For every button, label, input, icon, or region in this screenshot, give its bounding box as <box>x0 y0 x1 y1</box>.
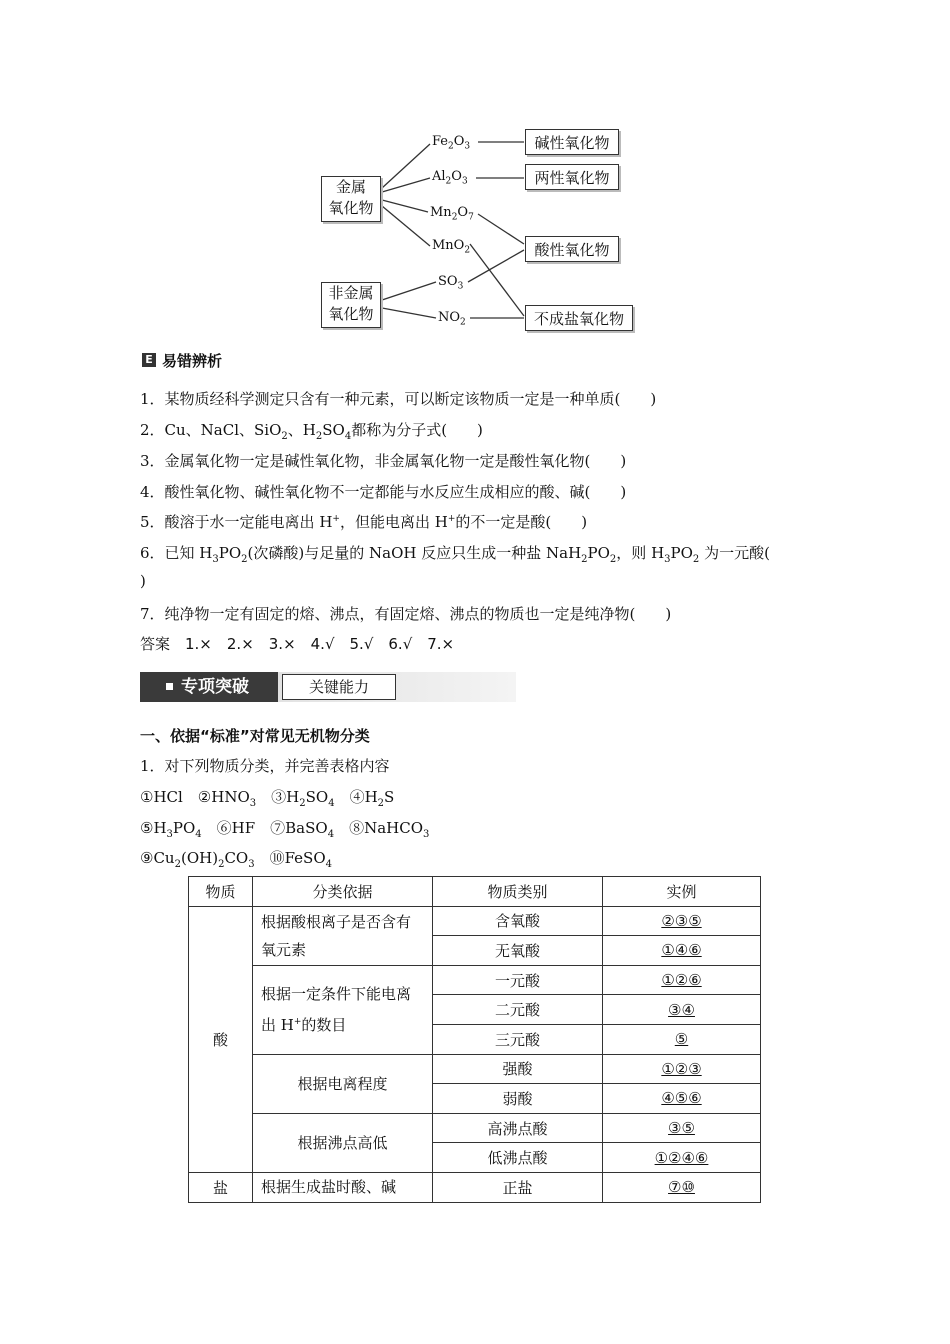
line-nonmetal-so3 <box>382 282 436 300</box>
question-2: 2．Cu、NaCl、SiO$_2$、$H_2SO_4$都称为分子式( ) <box>140 421 483 442</box>
nonmetal-oxide-label-2: 氧化物 <box>328 305 374 323</box>
category-cell: 正盐 <box>433 1172 603 1202</box>
category-cell: 弱酸 <box>433 1084 603 1114</box>
box-basic-oxide: 碱性氧化物 <box>525 129 619 155</box>
category-cell: 含氧酸 <box>433 906 603 936</box>
metal-oxide-label-2: 氧化物 <box>328 199 374 217</box>
category-cell: 三元酸 <box>433 1024 603 1054</box>
metal-oxide-label-1: 金属 <box>335 178 366 196</box>
classification-table <box>188 876 761 1203</box>
category-cell: 强酸 <box>433 1054 603 1084</box>
nonmetal-oxide-group <box>321 282 381 328</box>
header-example: 实例 <box>603 877 761 907</box>
basis-salt: 根据生成盐时酸、碱 <box>253 1172 433 1202</box>
line-mn2o7-acidic <box>478 214 524 244</box>
header-substance: 物质 <box>189 877 253 907</box>
formula-so3: $SO_3$ <box>438 274 464 292</box>
salt-label: 盐 <box>189 1172 253 1202</box>
header-category: 物质类别 <box>433 877 603 907</box>
question-6-close: ) <box>140 572 146 590</box>
nonmetal-oxide-label-1: 非金属 <box>328 284 374 302</box>
formula-mno2: MnO$_2$ <box>432 238 471 256</box>
box-non-salt-forming-oxide: 不成盐氧化物 <box>525 305 633 331</box>
banner-main <box>140 672 278 702</box>
question-7: 7．纯净物一定有固定的熔、沸点，有固定熔、沸点的物质也一定是纯净物( ) <box>140 605 672 623</box>
example-cell: ③⑤ <box>603 1113 761 1143</box>
table-row <box>189 1172 761 1202</box>
example-cell: ①②③ <box>603 1054 761 1084</box>
example-cell: ③④ <box>603 995 761 1025</box>
example-cell: ④⑤⑥ <box>603 1084 761 1114</box>
section-title-error-analysis: 易错辨析 <box>162 352 223 370</box>
formula-fe2o3: $Fe_2O_3$ <box>432 134 471 152</box>
box-acidic-oxide: 酸性氧化物 <box>525 236 619 262</box>
box-amphoteric-oxide: 两性氧化物 <box>525 164 619 190</box>
basis-ionization-degree: 根据电离程度 <box>253 1054 433 1113</box>
line-nonmetal-no2 <box>382 308 436 318</box>
category-cell: 低沸点酸 <box>433 1143 603 1173</box>
answer-line: 答案 1.× 2.× 3.× 4.√ 5.√ 6.√ 7.× <box>140 635 455 653</box>
example-cell: ⑦⑩ <box>603 1172 761 1202</box>
substance-list-line-2: $⑤H_3PO_4$ ⑥HF ⑦BaSO$_4$ ⑧NaHCO$_3$ <box>140 819 430 840</box>
category-cell: 二元酸 <box>433 995 603 1025</box>
basis-ionizable-h: 根据一定条件下能电离出 H+的数目 <box>253 965 433 1054</box>
oxide-classification-diagram <box>0 120 950 340</box>
basis-boiling-point: 根据沸点高低 <box>253 1113 433 1172</box>
section-e-icon: E <box>142 353 156 367</box>
question-1: 1．某物质经科学测定只含有一种元素，可以断定该物质一定是一种单质( ) <box>140 390 657 408</box>
formula-al2o3: $Al_2O_3$ <box>432 169 468 187</box>
example-cell: ①②④⑥ <box>603 1143 761 1173</box>
formula-mn2o7: $Mn_2O_7$ <box>430 205 474 223</box>
question-5: 5．酸溶于水一定能电离出 H+，但能电离出 H+的不一定是酸( ) <box>140 513 588 531</box>
banner-sub: 关键能力 <box>282 674 396 700</box>
category-cell: 一元酸 <box>433 965 603 995</box>
header-basis: 分类依据 <box>253 877 433 907</box>
line-so3-acidic <box>468 250 524 282</box>
acid-label: 酸 <box>189 906 253 1172</box>
section-banner <box>140 672 516 702</box>
substance-list-line-1: ①HCl $②HNO_3$ $③H_2SO_4$ $④H_2S$ <box>140 788 395 809</box>
table-row <box>189 1054 761 1084</box>
substance-list-line-3: $⑨Cu_2(OH)_2CO_3$ ⑩FeSO$_4$ <box>140 849 333 870</box>
example-cell: ①②⑥ <box>603 965 761 995</box>
banner-main-label: 专项突破 <box>181 677 249 697</box>
line-metal-fe2o3 <box>382 144 430 188</box>
question-3: 3．金属氧化物一定是碱性氧化物，非金属氧化物一定是酸性氧化物( ) <box>140 452 627 470</box>
line-metal-mn2o7 <box>382 200 428 212</box>
example-cell: ①④⑥ <box>603 936 761 966</box>
table-row <box>189 906 761 936</box>
section2-intro: 1．对下列物质分类，并完善表格内容 <box>140 757 390 775</box>
example-cell: ⑤ <box>603 1024 761 1054</box>
table-header-row <box>189 877 761 907</box>
question-6: 6．已知 $H_3PO_2$(次磷酸)与足量的 NaOH 反应只生成一种盐 $NaH_2PO_2$，则 $H_3PO_2$ 为一元酸( <box>140 544 770 565</box>
category-cell: 高沸点酸 <box>433 1113 603 1143</box>
table-row <box>189 965 761 995</box>
banner-square-icon <box>166 683 173 690</box>
line-metal-al2o3 <box>382 178 430 192</box>
section2-heading: 一、依据“标准”对常见无机物分类 <box>140 727 370 745</box>
table-row <box>189 1113 761 1143</box>
category-cell: 无氧酸 <box>433 936 603 966</box>
example-cell: ②③⑤ <box>603 906 761 936</box>
diagram-connectors <box>0 120 950 340</box>
line-metal-mno2 <box>382 206 430 246</box>
formula-no2: $NO_2$ <box>438 310 466 328</box>
metal-oxide-group <box>321 176 381 222</box>
question-4: 4．酸性氧化物、碱性氧化物不一定都能与水反应生成相应的酸、碱( ) <box>140 483 627 501</box>
basis-oxygen: 根据酸根离子是否含有氧元素 <box>253 906 433 965</box>
